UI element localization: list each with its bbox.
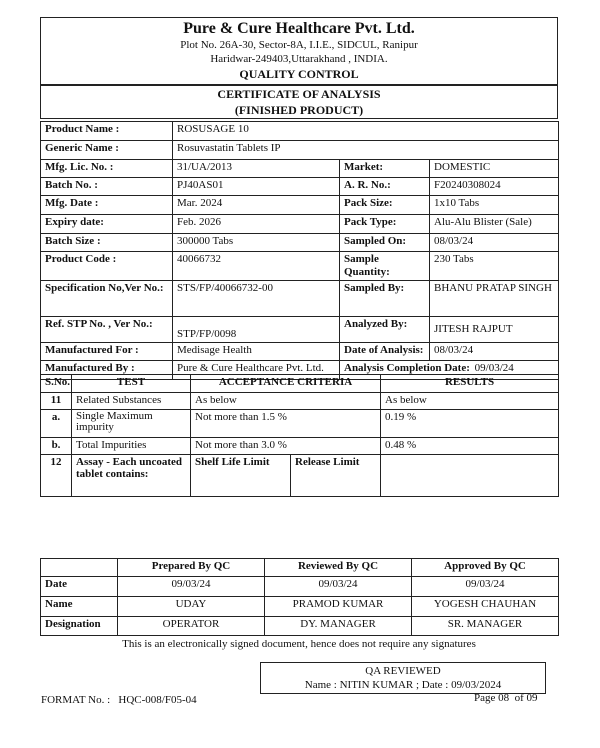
batch-no-label: Batch No. : — [41, 178, 173, 196]
row-test: Total Impurities — [72, 438, 191, 455]
row-sno: a. — [41, 410, 72, 438]
ref-stp-label: Ref. STP No. , Ver No.: — [41, 317, 173, 343]
pack-type-value: Alu-Alu Blister (Sale) — [430, 215, 559, 234]
specification-label: Specification No,Ver No.: — [41, 281, 173, 317]
analyzed-by-label: Analyzed By: — [340, 317, 430, 343]
sample-qty-value: 230 Tabs — [430, 252, 559, 281]
row-result: 0.19 % — [381, 410, 559, 438]
col-criteria-header: ACCEPTANCE CRITERIA — [191, 375, 381, 393]
col-sno-header: S.No. — [41, 375, 72, 393]
date-of-analysis-value: 08/03/24 — [430, 343, 559, 361]
reviewed-by-header: Reviewed By QC — [265, 559, 412, 577]
reviewed-designation: DY. MANAGER — [265, 617, 412, 636]
manufactured-by-value: Pure & Cure Healthcare Pvt. Ltd. — [173, 361, 340, 380]
date-of-analysis-label: Date of Analysis: — [340, 343, 430, 361]
mfg-date-label: Mfg. Date : — [41, 196, 173, 215]
manufactured-for-label: Manufactured For : — [41, 343, 173, 361]
row-criteria: As below — [191, 393, 381, 410]
row-test: Related Substances — [72, 393, 191, 410]
analysis-completion-label: Analysis Completion Date: — [344, 362, 470, 374]
specification-value: STS/FP/40066732-00 — [173, 281, 340, 317]
sampled-by-label: Sampled By: — [340, 281, 430, 317]
prepared-date: 09/03/24 — [118, 577, 265, 597]
sample-qty-label: Sample Quantity: — [340, 252, 430, 281]
reviewed-name: PRAMOD KUMAR — [265, 597, 412, 617]
batch-size-label: Batch Size : — [41, 234, 173, 252]
department-title: QUALITY CONTROL — [239, 67, 359, 81]
batch-no-value: PJ40AS01 — [173, 178, 340, 196]
name-row-label: Name — [41, 597, 118, 617]
row-criteria: Not more than 3.0 % — [191, 438, 381, 455]
date-row-label: Date — [41, 577, 118, 597]
row-test: Assay - Each uncoated tablet contains: — [72, 455, 191, 497]
mfg-lic-label: Mfg. Lic. No. : — [41, 160, 173, 178]
row-result — [381, 455, 559, 497]
pack-size-value: 1x10 Tabs — [430, 196, 559, 215]
ref-stp-value: STP/FP/0098 — [173, 317, 340, 343]
qa-reviewed-line: Name : NITIN KUMAR ; Date : 09/03/2024 — [304, 679, 502, 691]
prepared-designation: OPERATOR — [118, 617, 265, 636]
table-row — [41, 410, 559, 438]
table-row — [41, 438, 559, 455]
generic-name-label: Generic Name : — [41, 141, 173, 160]
table-row — [41, 393, 559, 410]
designation-row-label: Designation — [41, 617, 118, 636]
row-result: As below — [381, 393, 559, 410]
row-result: 0.48 % — [381, 438, 559, 455]
table-row — [41, 577, 559, 597]
release-limit-header: Release Limit — [291, 455, 381, 497]
signoff-corner — [41, 559, 118, 577]
reviewed-date: 09/03/24 — [265, 577, 412, 597]
sampled-on-label: Sampled On: — [340, 234, 430, 252]
electronic-signature-note: This is an electronically signed document, hence does not require any signatures — [122, 638, 476, 650]
approved-date: 09/03/24 — [412, 577, 559, 597]
ar-no-value: F20240308024 — [430, 178, 559, 196]
product-code-value: 40066732 — [173, 252, 340, 281]
expiry-value: Feb. 2026 — [173, 215, 340, 234]
generic-name-value: Rosuvastatin Tablets IP — [173, 141, 559, 160]
row-sno: 11 — [41, 393, 72, 410]
expiry-label: Expiry date: — [41, 215, 173, 234]
company-address-2: Haridwar-249403,Uttarakhand , INDIA. — [210, 53, 388, 65]
approved-by-header: Approved By QC — [412, 559, 559, 577]
market-value: DOMESTIC — [430, 160, 559, 178]
row-sno: 12 — [41, 455, 72, 497]
market-label: Market: — [340, 160, 430, 178]
pack-size-label: Pack Size: — [340, 196, 430, 215]
shelf-life-limit-header: Shelf Life Limit — [191, 455, 291, 497]
signoff-table — [40, 558, 559, 636]
row-test: Single Maximum impurity — [72, 410, 191, 438]
certificate-subtitle: (FINISHED PRODUCT) — [234, 103, 364, 117]
col-results-header: RESULTS — [381, 375, 559, 393]
sampled-on-value: 08/03/24 — [430, 234, 559, 252]
company-name: Pure & Cure Healthcare Pvt. Ltd. — [183, 20, 415, 37]
company-address-1: Plot No. 26A-30, Sector-8A, I.I.E., SIDCUL, Ranipur — [180, 39, 418, 51]
col-test-header: TEST — [72, 375, 191, 393]
pack-type-label: Pack Type: — [340, 215, 430, 234]
prepared-by-header: Prepared By QC — [118, 559, 265, 577]
page-number: Page 08 of 09 — [474, 692, 538, 704]
table-row — [41, 617, 559, 636]
approved-designation: SR. MANAGER — [412, 617, 559, 636]
manufactured-for-value: Medisage Health — [173, 343, 340, 361]
test-results-table — [40, 374, 559, 497]
product-name-value: ROSUSAGE 10 — [173, 122, 559, 141]
sampled-by-value: BHANU PRATAP SINGH — [430, 281, 559, 317]
analysis-completion-value: 09/03/24 — [474, 362, 514, 374]
analyzed-by-value: JITESH RAJPUT — [430, 317, 559, 343]
row-sno: b. — [41, 438, 72, 455]
product-code-label: Product Code : — [41, 252, 173, 281]
product-name-label: Product Name : — [41, 122, 173, 141]
table-row — [41, 455, 559, 497]
manufactured-by-label: Manufactured By : — [41, 361, 173, 380]
approved-name: YOGESH CHAUHAN — [412, 597, 559, 617]
mfg-lic-value: 31/UA/2013 — [173, 160, 340, 178]
prepared-name: UDAY — [118, 597, 265, 617]
product-info-table — [40, 121, 559, 380]
mfg-date-value: Mar. 2024 — [173, 196, 340, 215]
format-number: FORMAT No. : HQC-008/F05-04 — [41, 694, 197, 706]
qa-reviewed-title: QA REVIEWED — [365, 665, 441, 677]
certificate-title: CERTIFICATE OF ANALYSIS — [217, 87, 381, 101]
batch-size-value: 300000 Tabs — [173, 234, 340, 252]
table-row — [41, 597, 559, 617]
row-criteria: Not more than 1.5 % — [191, 410, 381, 438]
ar-no-label: A. R. No.: — [340, 178, 430, 196]
